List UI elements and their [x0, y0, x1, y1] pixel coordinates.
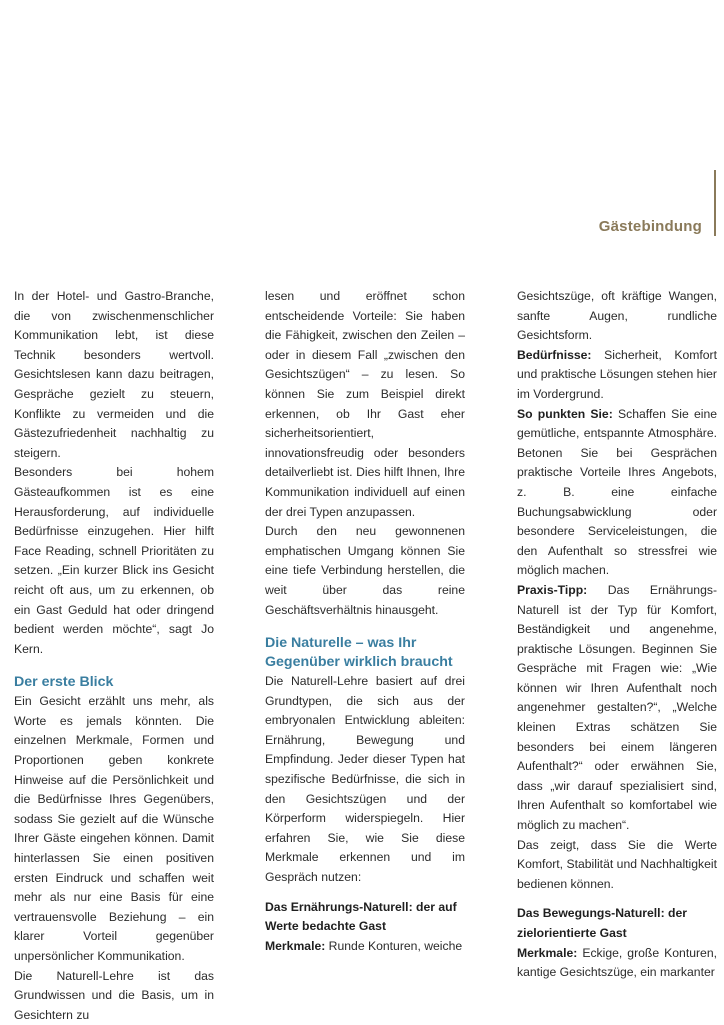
paragraph: Das zeigt, dass Sie die Werte Komfort, Stabilität und Nachhaltigkeit bedienen können.: [517, 837, 717, 891]
paragraph: Besonders bei hohem Gästeaufkommen ist es eine Herausforderung, auf individuelle Bedürfnisse einzugehen. Hier hilft Face Reading, schnell Prioritäten zu setzen. „Ein kurzer Blick ins Gesicht reicht oft aus, um zu erkennen, ob ein Gast Geduld hat oder dringend bedient werden möchte“, sagt Jo Kern.: [14, 465, 214, 656]
section-divider-bar: [714, 170, 716, 236]
features-label: Merkmale:: [265, 938, 326, 953]
subheading-nutrition-type: Das Ernährungs-Naturell: der auf Werte bedachte Gast: [265, 899, 457, 934]
paragraph: Gesichtszüge, oft kräftige Wangen, sanfte Augen, rundliche Gesichtsform.: [517, 289, 717, 343]
paragraph: Die Naturell-Lehre basiert auf drei Grundtypen, die sich aus der embryonalen Entwicklung ableiten: Ernährung, Bewegung und Empfindung. Jeder dieser Typen hat spezifische Bedürfnisse, die sich in den Gesichtszügen und der Körperform widerspiegeln. Hier erfahren Sie, wie Sie diese Merkmale erkennen und im Gespräch nutzen:: [265, 674, 465, 885]
text-column-1: [14, 287, 214, 1025]
paragraph: [517, 346, 717, 405]
paragraph: [265, 937, 465, 957]
score-label: So punkten Sie:: [517, 406, 613, 421]
features-label: Merkmale:: [517, 945, 578, 960]
section-title: Gästebindung: [598, 218, 702, 235]
paragraph: [517, 944, 717, 983]
tip-text: Das Ernährungs-Naturell ist der Typ für Komfort, Beständigkeit und angenehme, praktische Lösungen. Beginnen Sie Gespräche mit Fragen wie: „Wie können wir Ihren Aufenthalt noch angenehmer gestalten?“, „Welche kleinen Extras schätzen Sie besonders bei einem längeren Aufenthalt?“ oder erwähnen Sie, dass „wir darauf spezialisiert sind, Ihren Aufenthalt so komfortabel wie möglich zu machen“.: [517, 582, 717, 833]
needs-label: Bedürfnisse:: [517, 347, 592, 362]
features-text: Runde Konturen, weiche: [325, 938, 463, 953]
subheading-first-look: Der erste Blick: [14, 674, 114, 691]
score-text: Schaffen Sie eine gemütliche, entspannte Atmosphäre. Betonen Sie bei Gesprächen praktische Vorteile Ihres Angebots, z. B. eine einfache Buchungsabwicklung oder besondere Serviceleistungen, die den Aufenthalt so stressfrei wie möglich machen.: [517, 406, 718, 578]
paragraph: Die Naturell-Lehre ist das Grundwissen und die Basis, um in Gesichtern zu: [14, 968, 214, 1022]
needs-text: Sicherheit, Komfort und praktische Lösungen stehen hier im Vordergrund.: [517, 347, 717, 401]
tip-label: Praxis-Tipp:: [517, 582, 588, 597]
paragraph: lesen und eröffnet schon entscheidende Vorteile: Sie haben die Fähigkeit, zwischen den Zeilen – oder in diesem Fall „zwischen den Gesichtszügen“ – zu lesen. So können Sie zum Beispiel direkt erkennen, ob Ihr Gast eher sicherheitsorientiert, innovationsfreudig oder besonders detailverliebt ist. Dies hilft Ihnen, Ihre Kommunikation individuell auf einen der drei Typen anzupassen.: [265, 289, 465, 519]
paragraph: Durch den neu gewonnenen emphatischen Umgang können Sie eine tiefe Verbindung herstellen, die weit über das reine Geschäftsverhältnis hinausgeht.: [265, 524, 465, 617]
paragraph: In der Hotel- und Gastro-Branche, die von zwischenmenschlicher Kommunikation lebt, ist diese Technik besonders wertvoll. Gesichtslesen kann dazu beitragen, Gespräche gezielt zu steuern, Konflikte zu vermeiden und die Gästezufriedenheit nachhaltig zu steigern.: [14, 289, 214, 460]
paragraph: [517, 405, 717, 581]
subheading-movement-type: Das Bewegungs-Naturell: der zielorientierte Gast: [517, 906, 687, 940]
text-column-3: [517, 287, 717, 983]
features-text: Eckige, große Konturen, kantige Gesichtszüge, ein markanter: [517, 945, 717, 980]
subheading-naturelle: Die Naturelle – was Ihr Gegenüber wirklich braucht: [265, 635, 453, 671]
text-column-2: [265, 287, 465, 956]
paragraph: Ein Gesicht erzählt uns mehr, als Worte es jemals könnten. Die einzelnen Merkmale, Formen und Proportionen geben konkrete Hinweise auf die Persönlichkeit und die Bedürfnisse Ihres Gegenübers, sodass Sie gezielt auf die Wünsche Ihrer Gäste eingehen können. Damit hinterlassen Sie einen positiven ersten Eindruck und schaffen weit mehr als nur eine Basis für eine vertrauensvolle Beziehung – ein klarer Vorteil gegenüber unpersönlicher Kommunikation.: [14, 694, 214, 963]
paragraph: [517, 581, 717, 836]
